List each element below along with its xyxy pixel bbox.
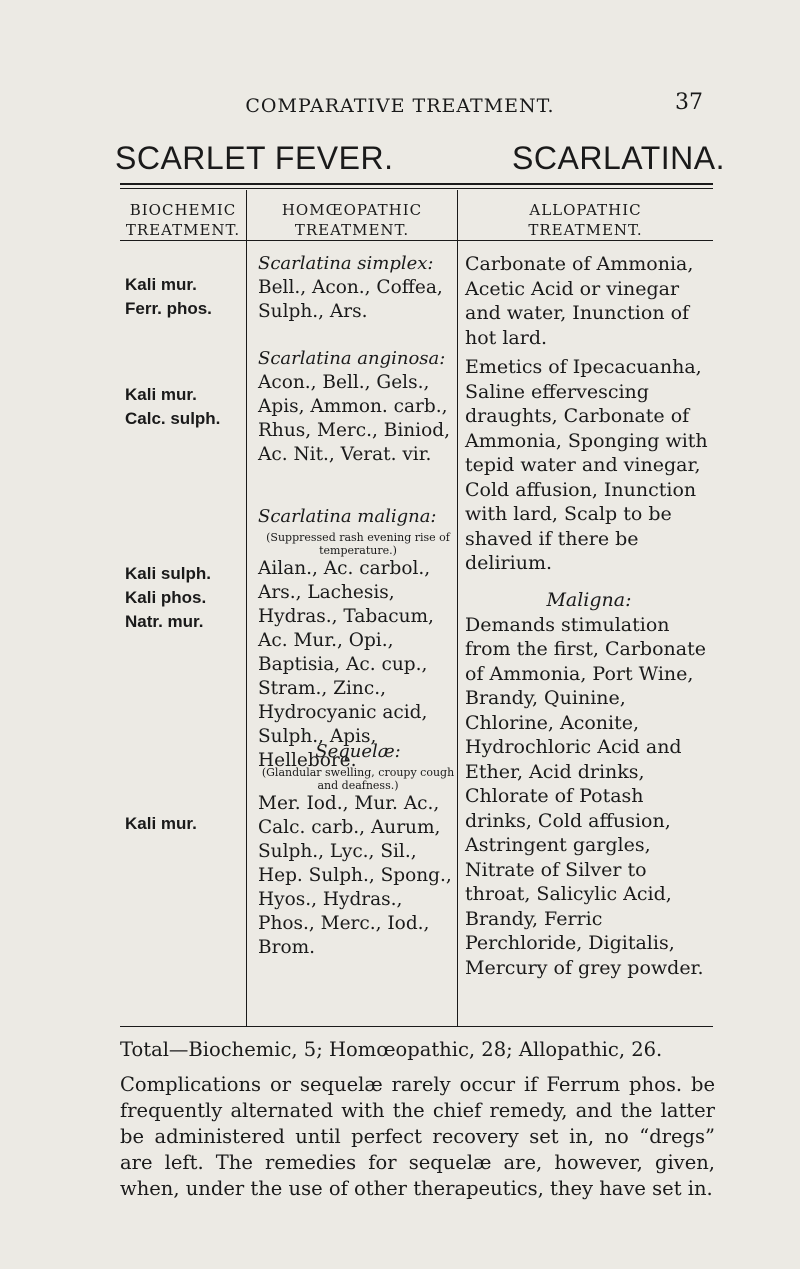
section-title: Sequelæ: <box>315 741 401 762</box>
remedy: Kali sulph. <box>125 564 211 583</box>
remedy: Kali mur. <box>125 385 197 404</box>
remedy-list: Bell., Acon., Coffea, Sulph., Ars. <box>258 277 443 322</box>
remedy-list: Acon., Bell., Gels., Apis, Ammon. carb., Rhus, Merc., Biniod, Ac. Nit., Verat. vir. <box>258 372 450 465</box>
top-rule-thin <box>120 188 713 189</box>
header-rule <box>120 240 713 241</box>
top-rule <box>120 183 713 185</box>
section-title: Scarlatina anginosa: <box>258 348 446 369</box>
section-title: Maligna: <box>546 589 632 611</box>
section-title: Scarlatina simplex: <box>258 253 434 274</box>
column-divider-1 <box>246 190 247 1026</box>
biochemic-group-simplex <box>125 273 212 321</box>
title-scarlet-fever: SCARLET FEVER. <box>115 140 394 176</box>
allopathic-column-header <box>458 200 713 240</box>
homoeopathic-anginosa <box>258 347 458 467</box>
allopathic-anginosa <box>465 355 713 576</box>
homoeopathic-head-line2: TREATMENT. <box>294 221 410 239</box>
remedy-list: Mer. Iod., Mur. Ac., Calc. carb., Aurum, Sulph., Lyc., Sil., Hep. Sulph., Spong., Hyos., Hydras., Phos., Merc., Iod., Brom. <box>258 793 452 958</box>
biochemic-head-line2: TREATMENT. <box>125 221 241 239</box>
remedy: Natr. mur. <box>125 612 204 631</box>
title-scarlatina: SCARLATINA. <box>512 140 725 176</box>
homoeopathic-sequelae <box>258 740 458 960</box>
section-title: Scarlatina maligna: <box>258 506 437 527</box>
homoeopathic-head-line1: HOMŒOPATHIC <box>281 201 423 219</box>
biochemic-group-anginosa <box>125 383 220 431</box>
bottom-rule <box>120 1026 713 1027</box>
remedy-list: Ailan., Ac. carbol., Ars., Lachesis, Hydras., Tabacum, Ac. Mur., Opi., Baptisia, Ac. cup., Stram., Zinc., Hydrocyanic acid, Sulph., Apis, Hellebore. <box>258 558 434 771</box>
section-note: (Glandular swelling, croupy cough and deafness.) <box>261 766 455 792</box>
allopathic-head-line1: ALLOPATHIC <box>529 201 642 219</box>
treatment-text: Emetics of Ipecacuanha, Saline effervescing draughts, Carbonate of Ammonia, Sponging with tepid water and vinegar, Cold affusion, Inunction with lard, Scalp to be shaved if there be delirium. <box>465 356 708 574</box>
homoeopathic-maligna <box>258 505 458 773</box>
remedy: Calc. sulph. <box>125 409 221 428</box>
treatment-text: Carbonate of Ammonia, Acetic Acid or vinegar and water, Inunction of hot lard. <box>465 253 694 349</box>
remedy: Kali phos. <box>125 588 207 607</box>
homoeopathic-simplex <box>258 252 458 324</box>
total-line: Total—Biochemic, 5; Homœopathic, 28; Allopathic, 26. <box>120 1038 663 1061</box>
remedy: Kali mur. <box>125 275 197 294</box>
remedy: Ferr. phos. <box>125 299 212 318</box>
allopathic-simplex <box>465 252 713 350</box>
biochemic-group-sequelae <box>125 812 197 836</box>
section-note: (Suppressed rash evening rise of temperature.) <box>266 531 450 557</box>
homoeopathic-column-header <box>247 200 457 240</box>
biochemic-group-maligna <box>125 562 211 634</box>
closing-paragraph: Complications or sequelæ rarely occur if Ferrum phos. be frequently alternated with the chief remedy, and the latter be administered until perfect recovery set in, no “dregs” are left. The remedies for sequelæ are, however, given, when, under the use of other therapeutics, they have set in. <box>120 1073 715 1200</box>
title-row <box>115 140 725 177</box>
running-header: COMPARATIVE TREATMENT. <box>245 95 555 117</box>
remedy: Kali mur. <box>125 814 197 833</box>
biochemic-head-line1: BIOCHEMIC <box>129 201 237 219</box>
allopathic-maligna <box>465 588 713 980</box>
biochemic-column-header <box>120 200 246 240</box>
page-number: 37 <box>675 90 703 115</box>
allopathic-head-line2: TREATMENT. <box>528 221 643 239</box>
treatment-text: Demands stimulation from the first, Carbonate of Ammonia, Port Wine, Brandy, Quinine, Chlorine, Aconite, Hydrochloric Acid and Ether, Acid drinks, Chlorate of Potash drinks, Cold affusion, Astringent gargles, Nitrate of Silver to throat, Salicylic Acid, Brandy, Ferric Perchloride, Digitalis, Mercury of grey powder. <box>465 613 706 979</box>
